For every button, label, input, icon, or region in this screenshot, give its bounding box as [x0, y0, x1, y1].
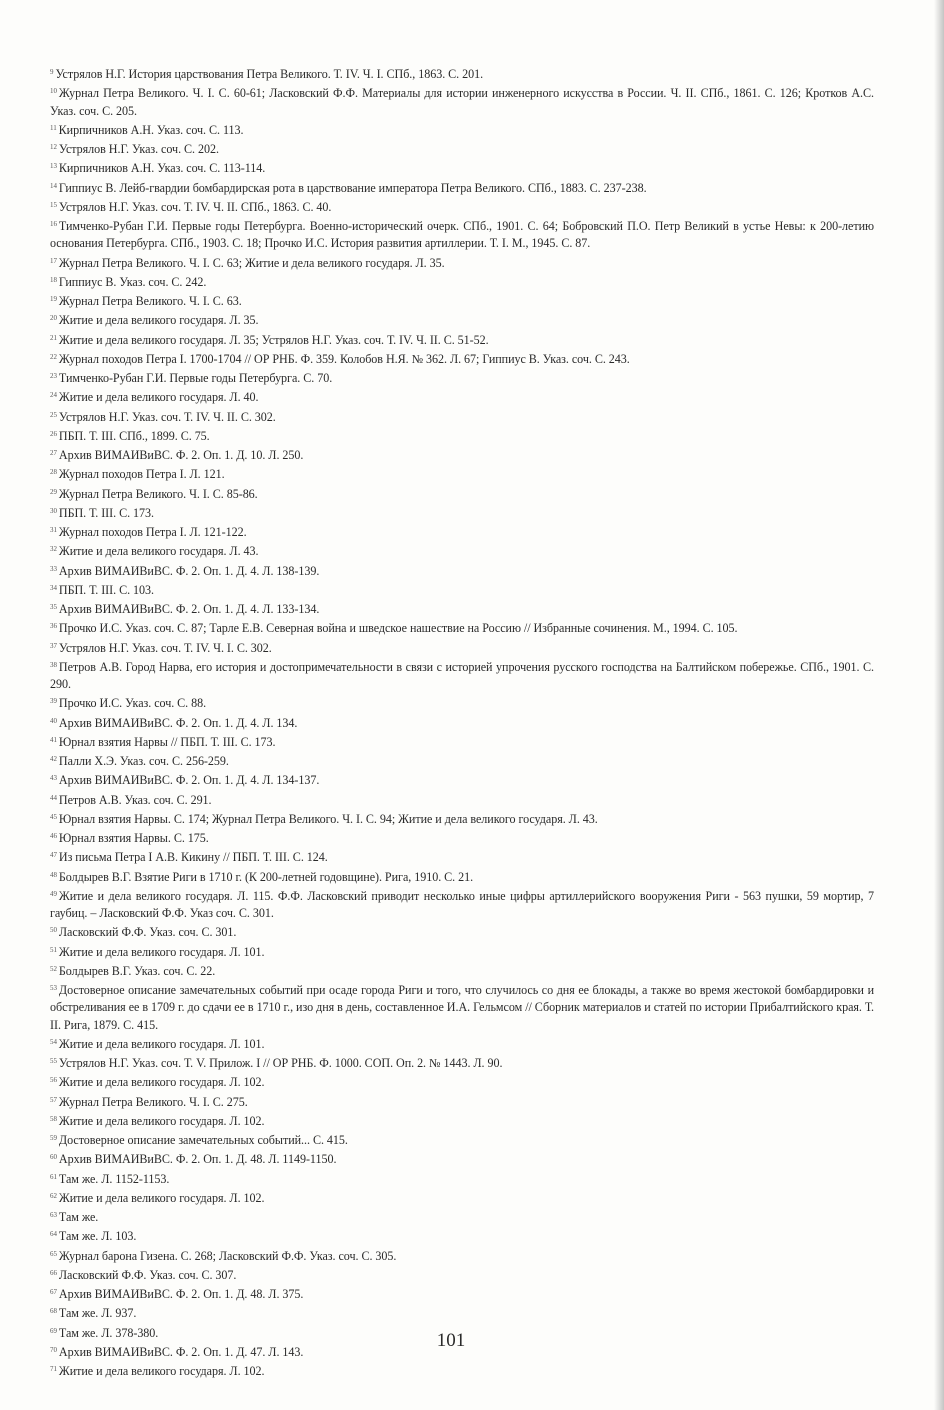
- footnote-number: 63: [50, 1211, 57, 1219]
- footnote-text: Архив ВИМАИВиВС. Ф. 2. Оп. 1. Д. 48. Л. 1149-1150.: [58, 1152, 337, 1167]
- footnote-text: Прочко И.С. Указ. соч. С. 88.: [58, 696, 207, 711]
- footnote-number: 33: [50, 564, 57, 573]
- page-number: 101: [436, 1330, 466, 1351]
- footnote-text: Устрялов Н.Г. Указ. соч. С. 202.: [58, 142, 219, 156]
- footnote-number: 45: [50, 812, 57, 821]
- footnote-text: Журнал походов Петра I. Л. 121-122.: [58, 525, 247, 539]
- footnote-number: 54: [50, 1037, 57, 1046]
- footnote-12: [50, 139, 874, 158]
- footnote-20: [50, 310, 874, 329]
- footnote-text: Устрялов Н.Г. Указ. соч. Т. IV. Ч. II. СПб., 1863. С. 40.: [58, 199, 332, 214]
- footnote-text: Житие и дела великого государя. Л. 43.: [58, 544, 259, 559]
- footnote-number: 9: [50, 68, 54, 76]
- footnote-number: 64: [50, 1230, 57, 1239]
- footnote-text: Болдырев В.Г. Взятие Риги в 1710 г. (К 200-летней годовщине). Рига, 1910. С. 21.: [58, 869, 474, 884]
- footnote-number: 20: [50, 314, 57, 323]
- footnote-45: [50, 809, 874, 828]
- footnote-text: Там же. Л. 378-380.: [58, 1325, 159, 1340]
- footnote-58: [50, 1111, 874, 1130]
- footnote-text: Устрялов Н.Г. История царствования Петра Великого. Т. IV. Ч. I. СПб., 1863. С. 201.: [55, 67, 484, 81]
- footnote-25: [50, 407, 874, 426]
- footnote-number: 27: [50, 449, 57, 457]
- footnote-text: Юрнал взятия Нарвы // ПБП. Т. III. С. 173.: [58, 734, 276, 749]
- footnote-text: Житие и дела великого государя. Л. 102.: [58, 1113, 265, 1128]
- footnote-number: 60: [50, 1153, 57, 1162]
- footnote-text: ПБП. Т. III. С. 173.: [58, 505, 154, 520]
- footnote-number: 34: [50, 583, 57, 592]
- footnote-text: Там же. Л. 103.: [58, 1229, 137, 1244]
- footnote-number: 16: [50, 220, 57, 228]
- footnote-11: [50, 120, 874, 139]
- footnote-text: Архив ВИМАИВиВС. Ф. 2. Оп. 1. Д. 48. Л. 375.: [58, 1287, 304, 1301]
- footnote-37: [50, 638, 874, 657]
- footnote-number: 11: [50, 123, 57, 132]
- footnote-62: [50, 1188, 874, 1207]
- footnote-number: 23: [50, 372, 57, 380]
- footnote-number: 18: [50, 275, 57, 284]
- footnote-number: 50: [50, 926, 57, 935]
- footnote-text: Там же. Л. 937.: [58, 1306, 137, 1321]
- footnote-43: [50, 770, 874, 789]
- footnote-text: Там же.: [58, 1210, 99, 1224]
- footnote-number: 70: [50, 1345, 57, 1354]
- footnote-60: [50, 1149, 874, 1168]
- footnote-22: [50, 349, 874, 368]
- footnote-text: Юрнал взятия Нарвы. С. 175.: [58, 831, 209, 845]
- footnote-text: Житие и дела великого государя. Л. 102.: [58, 1075, 265, 1090]
- footnote-30: [50, 503, 874, 522]
- footnote-number: 53: [50, 984, 57, 992]
- footnote-46: [50, 828, 874, 847]
- footnote-24: [50, 387, 874, 406]
- footnote-text: Журнал барона Гизена. С. 268; Ласковский Ф.Ф. Указ. соч. С. 305.: [58, 1248, 397, 1263]
- footnote-text: Журнал походов Петра I. 1700-1704 // ОР РНБ. Ф. 359. Колобов Н.Я. № 362. Л. 67; Гиппиус В. Указ. соч. С. 243.: [58, 351, 630, 366]
- footnote-number: 17: [50, 256, 57, 265]
- footnote-text: Журнал Петра Великого. Ч. I. С. 85-86.: [58, 486, 258, 501]
- footnote-text: Тимченко-Рубан Г.И. Первые годы Петербурга. С. 70.: [58, 371, 333, 385]
- footnote-text: Архив ВИМАИВиВС. Ф. 2. Оп. 1. Д. 4. Л. 134-137.: [58, 773, 320, 788]
- footnote-18: [50, 272, 874, 291]
- footnote-text: Устрялов Н.Г. Указ. соч. Т. V. Прилож. I // ОР РНБ. Ф. 1000. СОП. Оп. 2. № 1443. Л. 90.: [58, 1056, 503, 1070]
- footnote-number: 24: [50, 391, 57, 400]
- footnote-number: 57: [50, 1095, 57, 1104]
- footnote-number: 10: [50, 87, 57, 96]
- footnote-21: [50, 330, 874, 349]
- footnote-53: [50, 980, 874, 1034]
- footnote-text: ПБП. Т. III. С. 103.: [58, 582, 154, 597]
- footnote-63: [50, 1207, 874, 1226]
- footnote-text: Достоверное описание замечательных событий при осаде города Риги и того, что случилось со дня ее блокады, а также во время жестокой бомбардировки и обстреливания ее в 1709 г. до сдачи ее в 1710 г., изо дня в день, составленное И.А. Гельмсом // Сборник материалов и статей по истории Прибалтийского края. Т. II. Рига, 1879. С. 415.: [50, 983, 874, 1032]
- footnote-number: 39: [50, 697, 57, 706]
- footnote-66: [50, 1265, 874, 1284]
- footnote-13: [50, 158, 874, 177]
- footnote-34: [50, 580, 874, 599]
- footnote-51: [50, 942, 874, 961]
- footnote-number: 30: [50, 506, 57, 515]
- footnote-number: 41: [50, 735, 57, 744]
- footnote-text: Кирпичников А.Н. Указ. соч. С. 113-114.: [58, 161, 266, 176]
- footnote-47: [50, 847, 874, 866]
- footnote-text: Палли Х.Э. Указ. соч. С. 256-259.: [58, 754, 229, 768]
- footnote-39: [50, 693, 874, 712]
- footnote-number: 32: [50, 545, 57, 554]
- footnote-number: 71: [50, 1365, 57, 1373]
- footnote-15: [50, 197, 874, 216]
- footnote-number: 66: [50, 1268, 57, 1277]
- footnote-42: [50, 751, 874, 770]
- footnote-text: Там же. Л. 1152-1153.: [58, 1171, 170, 1186]
- footnote-number: 36: [50, 622, 57, 631]
- footnote-number: 40: [50, 716, 57, 725]
- footnote-56: [50, 1072, 874, 1091]
- footnote-number: 42: [50, 755, 57, 763]
- footnote-number: 44: [50, 793, 57, 802]
- footnote-57: [50, 1092, 874, 1111]
- footnote-number: 15: [50, 200, 57, 209]
- footnote-19: [50, 291, 874, 310]
- footnote-text: Болдырев В.Г. Указ. соч. С. 22.: [58, 963, 216, 978]
- footnote-9: [50, 64, 874, 83]
- footnote-text: Гиппиус В. Указ. соч. С. 242.: [58, 274, 207, 289]
- footnote-number: 25: [50, 410, 57, 419]
- footnote-text: Петров А.В. Указ. соч. С. 291.: [58, 792, 212, 807]
- footnote-number: 31: [50, 526, 57, 534]
- footnote-17: [50, 253, 874, 272]
- footnote-44: [50, 790, 874, 809]
- footnote-71: [50, 1361, 874, 1380]
- footnote-number: 37: [50, 641, 57, 650]
- footnote-number: 48: [50, 870, 57, 879]
- footnote-text: Журнал походов Петра I. Л. 121.: [58, 467, 225, 482]
- footnote-61: [50, 1169, 874, 1188]
- footnote-text: Из письма Петра I А.В. Кикину // ПБП. Т. III. С. 124.: [58, 850, 328, 865]
- footnote-text: Юрнал взятия Нарвы. С. 174; Журнал Петра Великого. Ч. I. С. 94; Житие и дела великого государя. Л. 43.: [58, 811, 598, 826]
- footnote-number: 14: [50, 181, 57, 190]
- footnote-41: [50, 732, 874, 751]
- footnote-number: 21: [50, 333, 57, 342]
- footnote-64: [50, 1226, 874, 1245]
- footnote-text: Архив ВИМАИВиВС. Ф. 2. Оп. 1. Д. 47. Л. 143.: [58, 1344, 304, 1359]
- footnote-38: [50, 657, 874, 694]
- footnote-text: Журнал Петра Великого. Ч. I. С. 63; Житие и дела великого государя. Л. 35.: [58, 255, 445, 270]
- footnote-number: 26: [50, 429, 57, 438]
- footnote-number: 35: [50, 603, 57, 611]
- footnote-text: Ласковский Ф.Ф. Указ. соч. С. 301.: [58, 925, 237, 940]
- footnote-text: Петров А.В. Город Нарва, его история и достопримечательности в связи с историей упрочения русского господства на Балтийском побережье. СПб., 1901. С. 290.: [50, 659, 874, 691]
- footnote-text: Житие и дела великого государя. Л. 40.: [58, 390, 259, 405]
- footnote-number: 65: [50, 1249, 57, 1258]
- footnote-number: 47: [50, 851, 57, 860]
- footnote-text: Ласковский Ф.Ф. Указ. соч. С. 307.: [58, 1267, 237, 1282]
- footnote-48: [50, 867, 874, 886]
- footnote-number: 55: [50, 1057, 57, 1065]
- footnote-55: [50, 1053, 874, 1072]
- footnote-text: Журнал Петра Великого. Ч. I. С. 63.: [58, 294, 242, 308]
- footnote-text: Журнал Петра Великого. Ч. I. С. 60-61; Ласковский Ф.Ф. Материалы для истории инженерного искусства в России. Ч. II. СПб., 1861. С. 126; Кротков А.С. Указ. соч. С. 205.: [50, 86, 874, 118]
- footnote-text: Архив ВИМАИВиВС. Ф. 2. Оп. 1. Д. 4. Л. 133-134.: [58, 602, 320, 616]
- footnote-number: 38: [50, 660, 57, 669]
- footnote-number: 13: [50, 162, 57, 171]
- footnote-35: [50, 599, 874, 618]
- footnote-text: ПБП. Т. III. СПб., 1899. С. 75.: [58, 428, 210, 443]
- footnote-text: Прочко И.С. Указ. соч. С. 87; Тарле Е.В. Северная война и шведское нашествие на Россию // Избранные сочинения. М., 1994. С. 105.: [58, 621, 738, 636]
- footnote-number: 51: [50, 945, 57, 954]
- footnote-number: 62: [50, 1191, 57, 1200]
- footnote-28: [50, 464, 874, 483]
- footnote-16: [50, 216, 874, 253]
- footnote-text: Устрялов Н.Г. Указ. соч. Т. IV. Ч. II. С. 302.: [58, 409, 276, 424]
- footnote-text: Журнал Петра Великого. Ч. I. С. 275.: [58, 1094, 248, 1109]
- footnote-text: Архив ВИМАИВиВС. Ф. 2. Оп. 1. Д. 4. Л. 138-139.: [58, 563, 320, 578]
- footnote-text: Архив ВИМАИВиВС. Ф. 2. Оп. 1. Д. 4. Л. 134.: [58, 715, 298, 730]
- footnote-text: Житие и дела великого государя. Л. 102.: [58, 1190, 265, 1205]
- footnote-10: [50, 83, 874, 120]
- footnote-text: Житие и дела великого государя. Л. 101.: [58, 944, 265, 959]
- footnote-52: [50, 961, 874, 980]
- footnote-list: [50, 64, 874, 1380]
- footnote-text: Достоверное описание замечательных событий... С. 415.: [58, 1133, 348, 1147]
- footnote-59: [50, 1130, 874, 1149]
- footnote-text: Житие и дела великого государя. Л. 35; Устрялов Н.Г. Указ. соч. Т. IV. Ч. II. С. 51-52.: [58, 332, 489, 347]
- footnote-54: [50, 1034, 874, 1053]
- footnote-text: Житие и дела великого государя. Л. 102.: [58, 1364, 265, 1378]
- footnote-36: [50, 618, 874, 637]
- footnote-number: 49: [50, 889, 57, 898]
- footnote-number: 58: [50, 1114, 57, 1123]
- footnote-29: [50, 484, 874, 503]
- footnote-49: [50, 886, 874, 923]
- footnote-text: Житие и дела великого государя. Л. 35.: [58, 313, 259, 328]
- footnote-text: Гиппиус В. Лейб-гвардии бомбардирская рота в царствование императора Петра Великого. СПб., 1883. С. 237-238.: [58, 180, 647, 195]
- footnote-number: 56: [50, 1076, 57, 1085]
- footnote-number: 19: [50, 295, 57, 303]
- footnote-14: [50, 178, 874, 197]
- footnote-number: 29: [50, 487, 57, 496]
- footnote-text: Архив ВИМАИВиВС. Ф. 2. Оп. 1. Д. 10. Л. 250.: [58, 448, 304, 462]
- footnote-31: [50, 522, 874, 541]
- footnote-65: [50, 1246, 874, 1265]
- footnote-text: Кирпичников А.Н. Указ. соч. С. 113.: [58, 122, 244, 137]
- scan-edge-shadow: [934, 0, 944, 1410]
- footnote-number: 43: [50, 774, 57, 783]
- footnote-32: [50, 541, 874, 560]
- footnote-27: [50, 445, 874, 464]
- footnote-50: [50, 922, 874, 941]
- footnote-text: Житие и дела великого государя. Л. 101.: [58, 1036, 265, 1051]
- footnote-number: 59: [50, 1134, 57, 1142]
- footnote-33: [50, 561, 874, 580]
- footnote-number: 69: [50, 1326, 57, 1335]
- footnote-number: 67: [50, 1288, 57, 1296]
- footnote-text: Тимченко-Рубан Г.И. Первые годы Петербурга. Военно-исторический очерк. СПб., 1901. С. 64; Бобровский П.О. Петр Великий в устье Невы: к 200-летию основания Петербурга. СПб., 1903. С. 18; Прочко И.С. История развития артиллерии. Т. I. М., 1945. С. 87.: [50, 219, 874, 251]
- footnote-number: 22: [50, 352, 57, 361]
- footnote-number: 12: [50, 143, 57, 151]
- footnote-number: 46: [50, 832, 57, 840]
- footnote-text: Устрялов Н.Г. Указ. соч. Т. IV. Ч. I. С. 302.: [58, 640, 272, 655]
- footnote-68: [50, 1303, 874, 1322]
- footnote-number: 61: [50, 1172, 57, 1181]
- footnote-26: [50, 426, 874, 445]
- footnote-number: 28: [50, 468, 57, 477]
- footnote-40: [50, 713, 874, 732]
- footnote-number: 52: [50, 964, 57, 973]
- footnote-67: [50, 1284, 874, 1303]
- footnote-text: Житие и дела великого государя. Л. 115. Ф.Ф. Ласковский приводит несколько иные цифры артиллерийского вооружения Риги - 563 пушки, 59 мортир, 7 гаубиц. – Ласковский Ф.Ф. Указ соч. С. 301.: [50, 888, 874, 920]
- footnote-23: [50, 368, 874, 387]
- footnote-number: 68: [50, 1307, 57, 1316]
